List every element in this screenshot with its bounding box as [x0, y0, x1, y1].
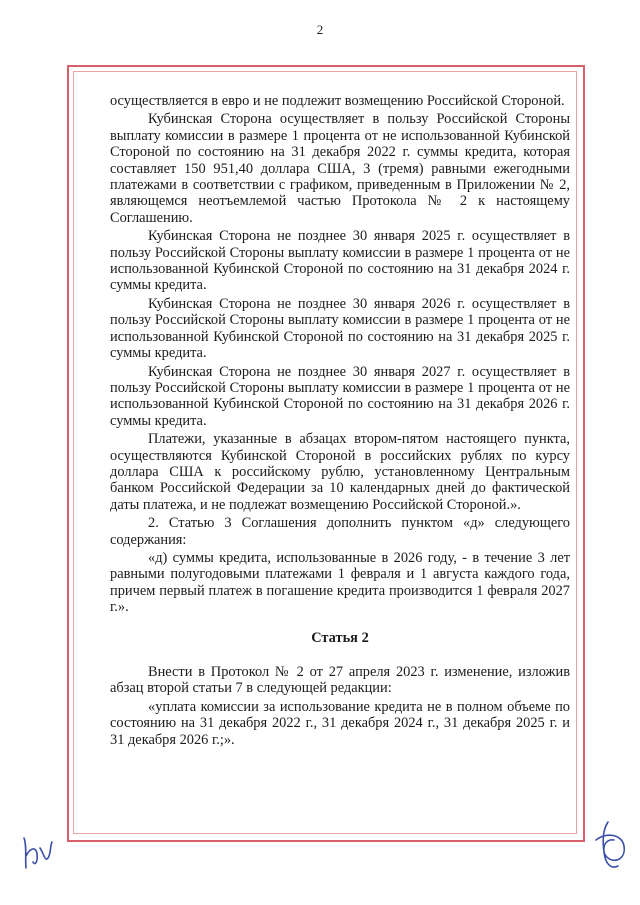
paragraph-commission-2027: Кубинская Сторона не позднее 30 января 2027 г. осуществляет в пользу Российской Стороны выплату комиссии в размере 1 процента от не использованной Кубинской Стороной по состоянию на 31 декабря 2026 г. суммы кредита. [110, 363, 570, 429]
paragraph-payments-currency: Платежи, указанные в абзацах втором-пятом настоящего пункта, осуществляются Кубинской Стороной в российских рублях по курсу доллара США к российскому рублю, установленному Центральным банком Российской Федерации за 10 календарных дней до фактической даты платежа, и не подлежат возмещению Российской Стороной.». [110, 431, 570, 513]
document-body [110, 93, 570, 748]
paragraph-protocol-amendment: Внести в Протокол № 2 от 27 апреля 2023 г. изменение, изложив абзац второй статьи 7 в следующей редакции: [110, 664, 570, 697]
paragraph-continuation: осуществляется в евро и не подлежит возмещению Российской Стороной. [110, 93, 565, 109]
page-number: 2 [316, 22, 324, 37]
paragraph-commission-wording: «уплата комиссии за использование кредита не в полном объеме по состоянию на 31 декабря 2022 г., 31 декабря 2024 г., 31 декабря 2025 г. и 31 декабря 2026 г.;». [110, 698, 570, 748]
signature-left [18, 832, 58, 872]
paragraph-commission-2025: Кубинская Сторона не позднее 30 января 2025 г. осуществляет в пользу Российской Стороны выплату комиссии в размере 1 процента от не использованной Кубинской Стороной по состоянию на 31 декабря 2024 г. суммы кредита. [110, 228, 570, 294]
paragraph-commission-2022: Кубинская Сторона осуществляет в пользу Российской Стороны выплату комиссии в размере 1 процента от не использованной Кубинской Стороной по состоянию на 31 декабря 2022 г. суммы кредита, которая составляет 150 951,40 доллара США, 3 (тремя) равными ежегодными платежами в соответствии с графиком, приведенным в Приложении № 2, являющемся неотъемлемой частью Протокола № 2 к настоящему Соглашению. [110, 111, 570, 226]
paragraph-item-d: «д) суммы кредита, использованные в 2026 году, - в течение 3 лет равными полугодовыми платежами 1 февраля и 1 августа каждого года, причем первый платеж в погашение кредита производится 1 февраля 2027 г.». [110, 549, 570, 616]
article-heading: Статья 2 [311, 629, 369, 646]
signature-right [588, 818, 632, 876]
paragraph-commission-2026: Кубинская Сторона не позднее 30 января 2026 г. осуществляет в пользу Российской Стороны выплату комиссии в размере 1 процента от не использованной Кубинской Стороной по состоянию на 31 декабря 2025 г. суммы кредита. [110, 295, 570, 362]
paragraph-amendment-article-3: 2. Статью 3 Соглашения дополнить пунктом «д» следующего содержания: [110, 515, 570, 548]
